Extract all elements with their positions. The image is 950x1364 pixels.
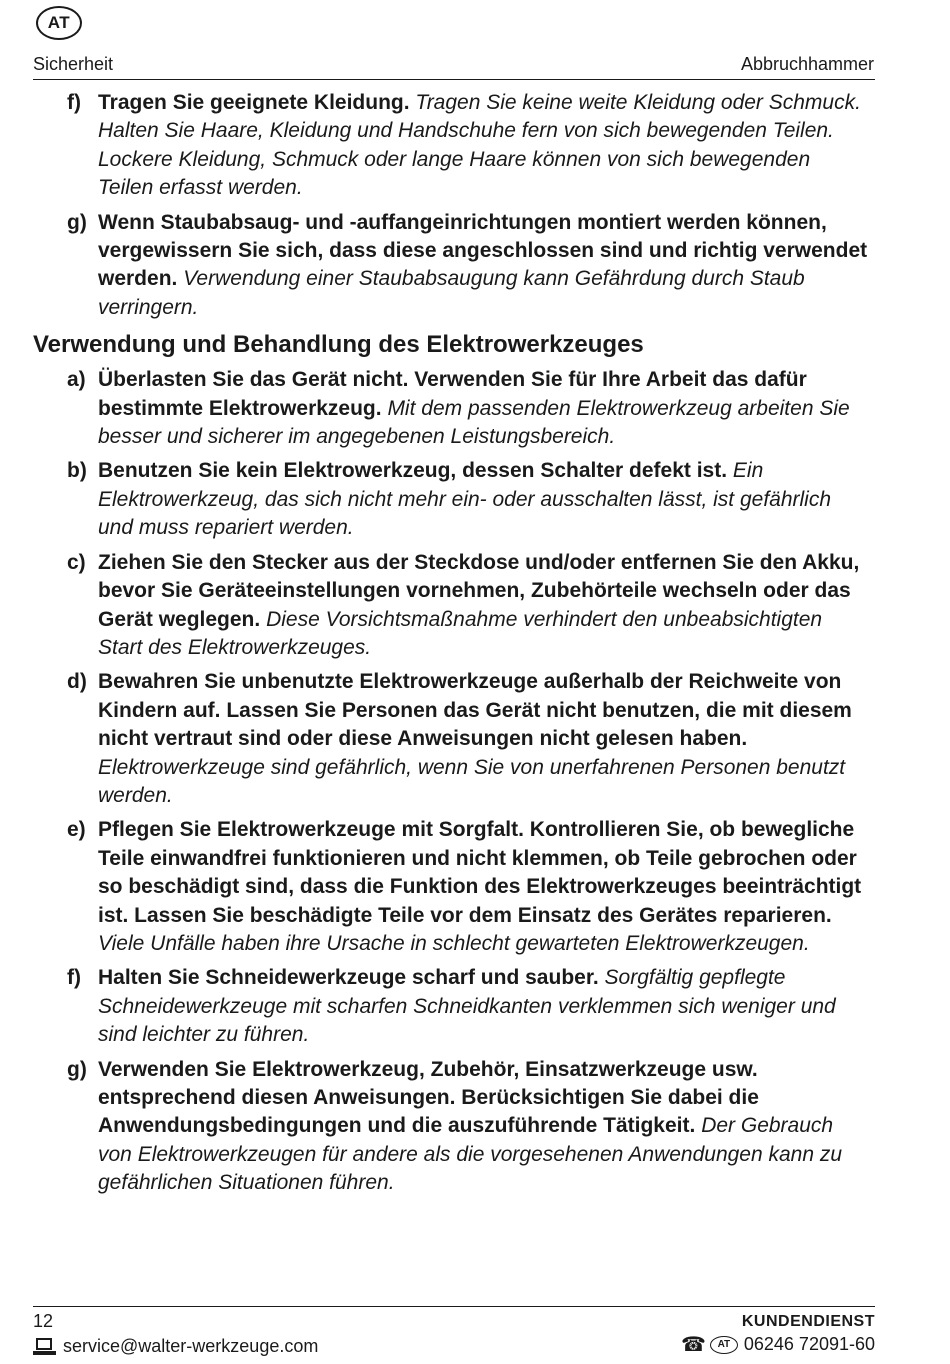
item-letter: g) [67, 1057, 87, 1081]
item-bold-text: Ziehen Sie den Stecker aus der Steckdose und/oder entfernen Sie den Akku, bevor Sie Geräteeinstellungen vornehmen, Zubehörteile wechseln oder das Gerät weglegen. [98, 550, 860, 631]
item-bold-text: Halten Sie Schneidewerkzeuge scharf und sauber. [98, 966, 599, 990]
list-item [33, 457, 875, 542]
list-item [33, 549, 875, 663]
page-content [33, 89, 875, 1204]
item-italic-text: Der Gebrauch von Elektrowerkzeugen für andere als die vorgesehenen Anwendungen kann zu gefährlichen Situationen führen. [98, 1114, 843, 1195]
list-item [33, 668, 875, 810]
item-bold-text: Benutzen Sie kein Elektrowerkzeug, dessen Schalter defekt ist. [98, 459, 728, 483]
item-text [98, 209, 875, 323]
list-item [33, 964, 875, 1049]
item-bold-text: Überlasten Sie das Gerät nicht. Verwenden Sie für Ihre Arbeit das dafür bestimmte Elektrowerkzeug. [98, 368, 807, 420]
laptop-icon [33, 1337, 57, 1357]
item-italic-text: Ein Elektrowerkzeug, das sich nicht mehr ein- oder ausschalten lässt, ist gefährlich und muss repariert werden. [98, 459, 832, 540]
item-text [98, 366, 875, 451]
item-text [98, 549, 875, 663]
item-bold-text: Tragen Sie geeignete Kleidung. [98, 91, 410, 114]
footer-phone [681, 1334, 875, 1355]
email-text[interactable]: service@walter-werkzeuge.com [63, 1336, 319, 1356]
footer-divider [33, 1306, 875, 1307]
phone-number[interactable]: 06246 72091-60 [743, 1334, 875, 1354]
item-bold-text: Bewahren Sie unbenutzte Elektrowerkzeuge außerhalb der Reichweite von Kindern auf. Lassen Sie Personen das Gerät nicht benutzen, die mit diesem nicht vertraut sind oder diese Anweisungen nicht gelesen haben. [98, 670, 852, 751]
country-badge-small: AT [710, 1336, 738, 1354]
header-divider [33, 79, 875, 80]
item-text [98, 964, 875, 1049]
item-text [98, 89, 875, 203]
header-section-label: Sicherheit [33, 54, 114, 74]
item-letter: b) [67, 459, 87, 483]
list-item [33, 366, 875, 451]
item-letter: f) [67, 966, 81, 990]
list-item [33, 1056, 875, 1198]
item-letter: e) [67, 818, 86, 842]
item-bold-text: Wenn Staubabsaug- und -auffangeinrichtungen montiert werden können, vergewissern Sie sich, dass diese angeschlossen sind und richtig verwendet werden. [98, 210, 868, 291]
item-italic-text: Sorgfältig gepflegte Schneidewerkzeuge mit scharfen Schneidkanten verklemmen sich weniger und sind leichter zu führen. [98, 966, 836, 1047]
item-letter: f) [67, 91, 81, 114]
item-letter: d) [67, 670, 87, 694]
item-italic-text: Elektrowerkzeuge sind gefährlich, wenn Sie von unerfahrenen Personen benutzt werden. [98, 755, 846, 807]
service-label: KUNDENDIENST [741, 1313, 875, 1330]
footer-email [33, 1336, 318, 1357]
item-letter: c) [67, 550, 86, 574]
phone-icon: ☎ [680, 1333, 706, 1356]
header-product-label: Abbruchhammer [740, 54, 874, 74]
item-text [98, 668, 875, 810]
item-text [98, 457, 875, 542]
list-item [33, 209, 875, 323]
item-italic-text: Diese Vorsichtsmaßnahme verhindert den unbeabsichtigten Start des Elektrowerkzeuges. [98, 607, 823, 659]
list-item [33, 816, 875, 958]
list-item [33, 89, 875, 203]
item-bold-text: Verwenden Sie Elektrowerkzeug, Zubehör, Einsatzwerkzeuge usw. entsprechend diesen Anweisungen. Berücksichtigen Sie dabei die Anwendungsbedingungen und die auszuführende Tätigkeit. [98, 1057, 759, 1138]
item-text [98, 816, 875, 958]
item-text [98, 1056, 875, 1198]
page-number: 12 [33, 1311, 54, 1331]
item-italic-text: Viele Unfälle haben ihre Ursache in schlecht gewarteten Elektrowerkzeugen. [98, 931, 810, 955]
item-letter: a) [67, 368, 86, 392]
item-italic-text: Verwendung einer Staubabsaugung kann Gefährdung durch Staub verringern. [98, 267, 805, 319]
section-title: Verwendung und Behandlung des Elektrowerkzeuges [33, 331, 644, 359]
item-letter: g) [67, 210, 87, 234]
item-italic-text: Tragen Sie keine weite Kleidung oder Schmuck. Halten Sie Haare, Kleidung und Handschuhe fern von sich bewegenden Teilen. Lockere Kleidung, Schmuck oder lange Haare können von sich bewegenden Teilen erfasst werden. [98, 91, 861, 200]
item-italic-text: Mit dem passenden Elektrowerkzeug arbeiten Sie besser und sicherer im angegebenen Leistungsbereich. [98, 396, 850, 449]
country-badge: AT [36, 6, 82, 40]
item-bold-text: Pflegen Sie Elektrowerkzeuge mit Sorgfalt. Kontrollieren Sie, ob bewegliche Teile einwandfrei funktionieren und nicht klemmen, ob Teile gebrochen oder so beschädigt sind, dass die Funktion des Elektrowerkzeuges beeinträchtigt ist. Lassen Sie beschädigte Teile vor dem Einsatz des Gerätes reparieren. [98, 818, 862, 927]
